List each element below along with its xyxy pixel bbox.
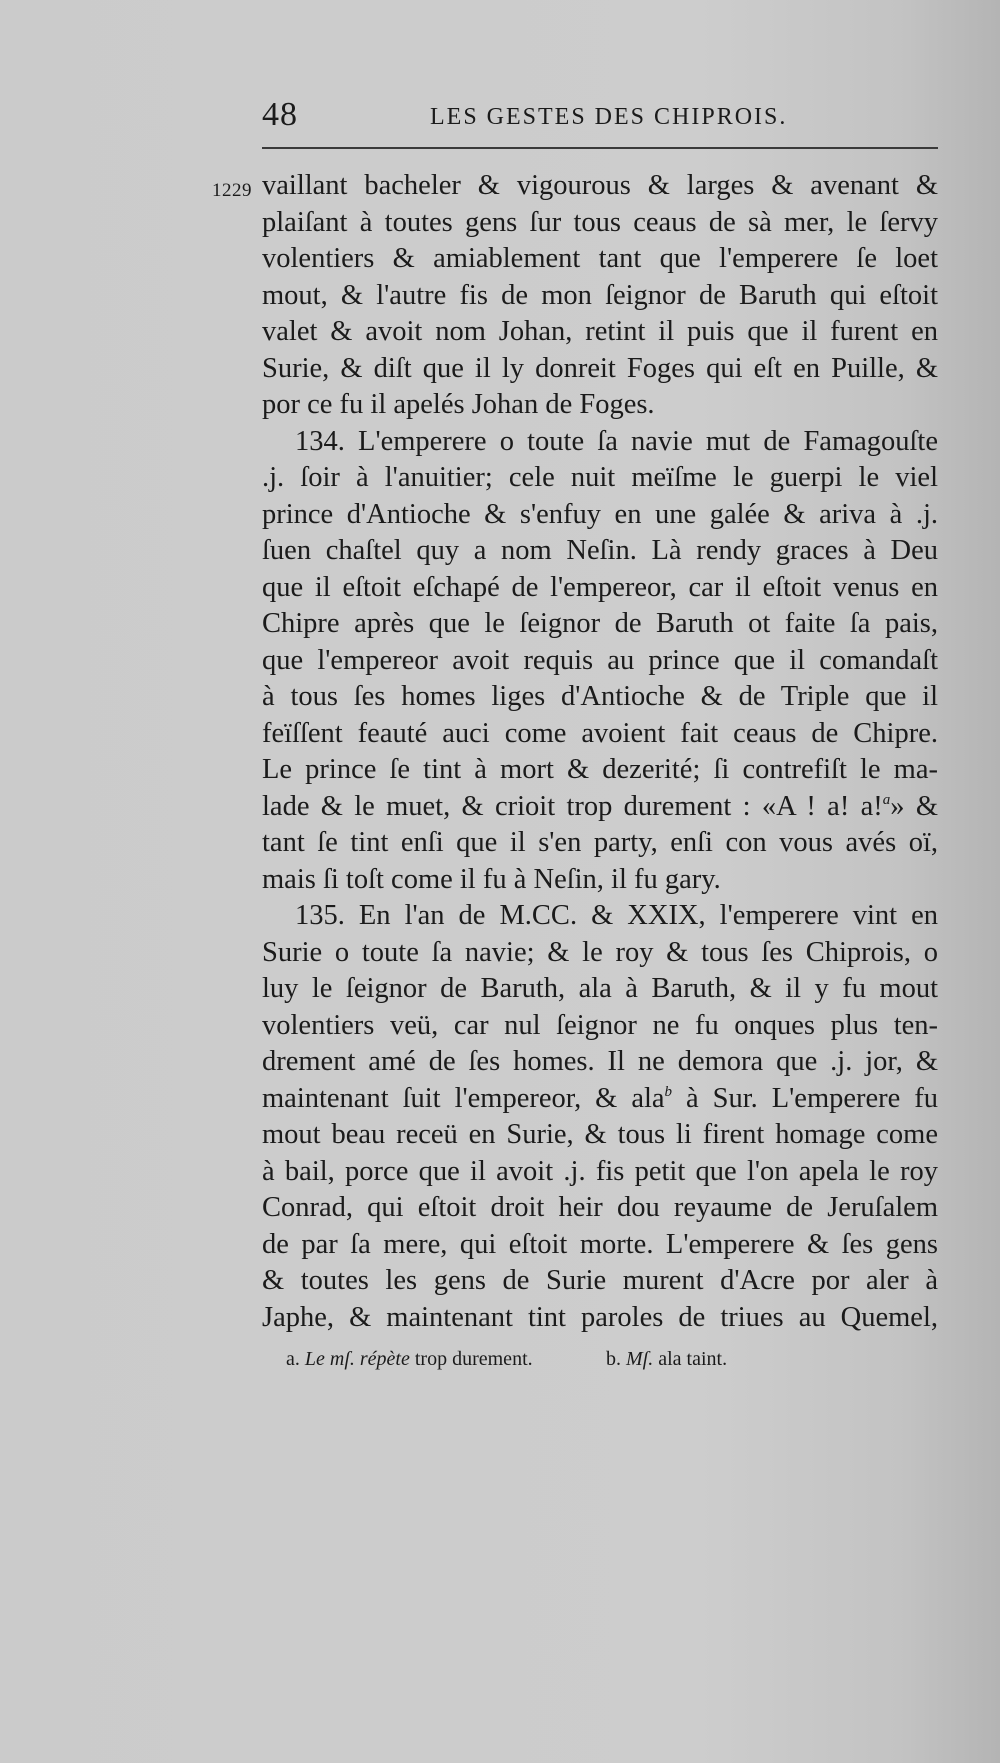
body-text [212, 168, 939, 1336]
text-line: prince d'Antioche & s'enfuy en une galée & ariva à .j. [262, 498, 938, 530]
text-line: Chipre après que le ſeignor de Baruth ot faite ſa pais, [262, 608, 938, 639]
text-line: por ce fu il apelés Johan de Foges. [262, 389, 655, 420]
footnotes [286, 1348, 886, 1380]
text-line: Japhe, & maintenant tint paroles de triues au Quemel, [262, 1301, 938, 1333]
text-line-with-note-b: maintenant ſuit l'empereor, & ala$^b$ à Sur. L'emperere fu [262, 1082, 939, 1114]
text-line: & toutes les gens de Surie murent d'Acre por aler à [262, 1265, 938, 1296]
text-line: .j. ſoir à l'anuitier; cele nuit meïſme le guerpi le viel [262, 462, 938, 493]
text-line: à tous ſes homes liges d'Antioche & de Triple que il [262, 681, 938, 712]
text-line: Le prince ſe tint à mort & dezerité; ſi contrefiſt le ma- [262, 754, 938, 785]
text-line: de par ſa mere, qui eſtoit morte. L'emperere & ſes gens [262, 1228, 938, 1260]
text-line: valet & avoit nom Johan, retint il puis que il furent en [262, 316, 938, 347]
footnote-a: a. Le mſ. répète trop durement. [286, 1348, 533, 1370]
header-rule [262, 147, 938, 149]
footnote-ref-b: b [664, 1083, 673, 1100]
footnote-b: b. Mſ. ala taint. [606, 1348, 728, 1370]
text-line: 1229 vaillant bacheler & vigourous & larges & avenant & [262, 168, 938, 205]
text-line: tant ſe tint enſi que il s'en party, enſi con vous avés oï, [262, 827, 938, 858]
text-line: Surie o toute ſa navie; & le roy & tous ſes Chiprois, o [262, 936, 938, 968]
running-head [262, 96, 938, 140]
text-line: que l'empereor avoit requis au prince que il comandaſt [262, 644, 938, 676]
text-line: mais ſi toſt come il fu à Neſin, il fu gary. [262, 863, 721, 895]
text-line: feïſſent feauté auci come avoient fait ceaus de Chipre. [262, 717, 938, 749]
text-line: mout beau receü en Surie, & tous li firent homage come [262, 1119, 938, 1150]
text-line: Conrad, qui eſtoit droit heir dou reyaume de Jeruſalem [262, 1192, 938, 1223]
text-line: volentiers & amiablement tant que l'emperere ſe loet [262, 243, 938, 274]
paragraph-134-start: 134. L'emperere o toute ſa navie mut de Famagouſte [295, 425, 938, 457]
text-line: Surie, & diſt que il ly donreit Foges qui eſt en Puille, & [262, 352, 938, 384]
text-line: volentiers veü, car nul ſeignor ne fu onques plus ten- [262, 1009, 938, 1041]
margin-year: 1229 [212, 180, 252, 201]
text-line-with-note-a: lade & le muet, & crioit trop durement : «A ! a! a!$^a$» & [262, 790, 938, 822]
text-line: drement amé de ſes homes. Il ne demora que .j. jor, & [262, 1046, 938, 1077]
text-line: à bail, porce que il avoit .j. fis petit que l'on apela le roy [262, 1155, 938, 1187]
text-line: luy le ſeignor de Baruth, ala à Baruth, & il y fu mout [262, 973, 938, 1004]
page-number: 48 [262, 96, 298, 133]
running-title: LES GESTES DES CHIPROIS. [430, 104, 788, 130]
text-line: ſuen chaſtel quy a nom Neſin. Là rendy graces à Deu [262, 535, 938, 566]
text-line: que il eſtoit eſchapé de l'empereor, car il eſtoit venus en [262, 571, 938, 603]
footnote-ref-a: a [882, 791, 891, 808]
paragraph-135-start: 135. En l'an de M.CC. & XXIX, l'emperere vint en [295, 900, 938, 931]
text-line: mout, & l'autre fis de mon ſeignor de Baruth qui eſtoit [262, 279, 938, 311]
text-line: plaiſant à toutes gens ſur tous ceaus de sà mer, le ſervy [262, 206, 938, 238]
